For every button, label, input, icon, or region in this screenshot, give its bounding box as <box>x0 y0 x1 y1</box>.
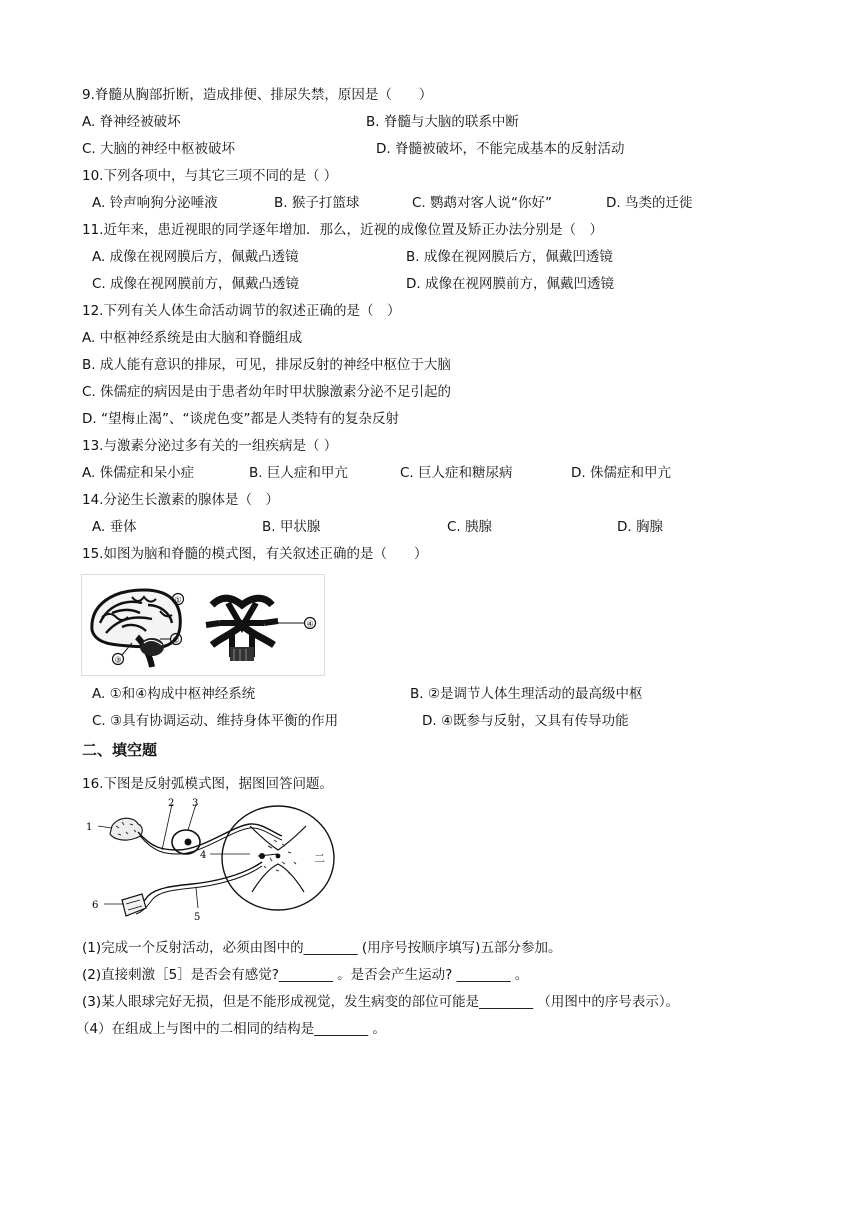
brain-drawing <box>92 590 180 667</box>
label-5-line <box>196 888 198 908</box>
q12-option-d: D. “望梅止渴”、“谈虎色变”都是人类特有的复杂反射 <box>82 411 399 427</box>
q16-part-3: (3)某人眼球完好无损，但是不能形成视觉，发生病变的部位可能是________ （用图中的序号表示）。 <box>82 994 680 1010</box>
brain-label-1: ① <box>174 595 182 605</box>
receptor-skin <box>110 818 142 840</box>
q12-option-a: A. 中枢神经系统是由大脑和脊髓组成 <box>82 330 303 346</box>
q14-option-b: B. 甲状腺 <box>262 519 321 535</box>
question-11-stem: 11.近年来，患近视眼的同学逐年增加．那么，近视的成像位置及矫正办法分别是（ ） <box>82 222 603 238</box>
q14-option-d: D. 胸腺 <box>617 519 663 535</box>
reflex-arc-figure <box>82 796 338 928</box>
spinal-label-4: ④ <box>306 619 314 629</box>
question-12-stem: 12.下列有关人体生命活动调节的叙述正确的是（ ） <box>82 303 401 319</box>
q12-option-b: B. 成人能有意识的排尿，可见，排尿反射的神经中枢位于大脑 <box>82 357 451 373</box>
spinal-cord-drawing <box>206 598 278 661</box>
reflex-label-6: 6 <box>92 900 99 911</box>
q16-part-1: (1)完成一个反射活动，必须由图中的________ (用序号按顺序填写)五部分参加。 <box>82 940 562 956</box>
interneuron-cell <box>259 853 265 859</box>
reflex-label-er: 二 <box>314 852 325 865</box>
q10-option-a: A. 铃声响狗分泌唾液 <box>92 195 218 211</box>
reflex-label-3: 3 <box>192 798 199 809</box>
gray-matter <box>250 826 306 892</box>
q15-option-c: C. ③具有协调运动、维持身体平衡的作用 <box>92 713 339 729</box>
question-15-stem: 15.如图为脑和脊髓的模式图，有关叙述正确的是（ ） <box>82 546 428 562</box>
q12-option-c: C. 侏儒症的病因是由于患者幼年时甲状腺激素分泌不足引起的 <box>82 384 452 400</box>
question-14-stem: 14.分泌生长激素的腺体是（ ） <box>82 492 279 508</box>
q15-option-b: B. ②是调节人体生理活动的最高级中枢 <box>410 686 643 702</box>
effector-muscle <box>122 894 146 916</box>
q13-option-a: A. 侏儒症和呆小症 <box>82 465 195 481</box>
motor-neuron-outline <box>136 866 262 914</box>
reflex-label-1: 1 <box>86 822 93 833</box>
q11-option-a: A. 成像在视网膜后方，佩戴凸透镜 <box>92 249 299 265</box>
ganglion-cell <box>185 839 192 846</box>
reflex-label-4: 4 <box>200 850 207 861</box>
q9-option-c: C. 大脑的神经中枢被破坏 <box>82 141 236 157</box>
q14-option-c: C. 胰腺 <box>447 519 493 535</box>
question-9-stem: 9.脊髓从胸部折断，造成排便、排尿失禁，原因是（ ） <box>82 87 433 103</box>
label-2-line <box>162 804 172 850</box>
q15-option-d: D. ④既参与反射，又具有传导功能 <box>422 713 629 729</box>
section-heading: 二、填空题 <box>82 741 158 759</box>
reflex-label-2: 2 <box>168 798 175 809</box>
q16-part-4: （4）在组成上与图中的二相同的结构是________ 。 <box>76 1021 386 1037</box>
q9-option-b: B. 脊髓与大脑的联系中断 <box>366 114 519 130</box>
q10-option-b: B. 猴子打篮球 <box>274 195 360 211</box>
reflex-arc-diagram <box>82 796 338 928</box>
question-16-stem: 16.下图是反射弧模式图，据图回答问题。 <box>82 776 333 792</box>
q13-option-b: B. 巨人症和甲亢 <box>249 465 348 481</box>
q16-part-2: (2)直接刺激［5］是否会有感觉?________ 。是否会产生运动? ________ 。 <box>82 967 529 983</box>
sensory-neuron <box>138 824 282 850</box>
reflex-label-5: 5 <box>194 912 201 923</box>
q14-option-a: A. 垂体 <box>92 519 137 535</box>
brain-label-2: ② <box>172 635 180 645</box>
q11-option-c: C. 成像在视网膜前方，佩戴凸透镜 <box>92 276 300 292</box>
label-1-line <box>98 826 112 828</box>
q9-option-d: D. 脊髓被破坏，不能完成基本的反射活动 <box>376 141 625 157</box>
q13-option-d: D. 侏儒症和甲亢 <box>571 465 671 481</box>
q9-option-a: A. 脊神经被破坏 <box>82 114 181 130</box>
q11-option-b: B. 成像在视网膜后方，佩戴凹透镜 <box>406 249 613 265</box>
brain-label-3: ③ <box>114 655 122 665</box>
q15-option-a: A. ①和④构成中枢神经系统 <box>92 686 256 702</box>
q10-option-d: D. 鸟类的迁徙 <box>606 195 693 211</box>
question-10-stem: 10.下列各项中，与其它三项不同的是（ ） <box>82 168 338 184</box>
brain-spinal-cord-figure <box>81 574 325 676</box>
q13-option-c: C. 巨人症和糖尿病 <box>400 465 513 481</box>
q10-option-c: C. 鹦鹉对客人说“你好” <box>412 195 552 211</box>
question-13-stem: 13.与激素分泌过多有关的一组疾病是（ ） <box>82 438 338 454</box>
motor-neuron <box>132 862 262 910</box>
q11-option-d: D. 成像在视网膜前方，佩戴凹透镜 <box>406 276 614 292</box>
brain-spinal-cord-diagram <box>82 575 324 675</box>
